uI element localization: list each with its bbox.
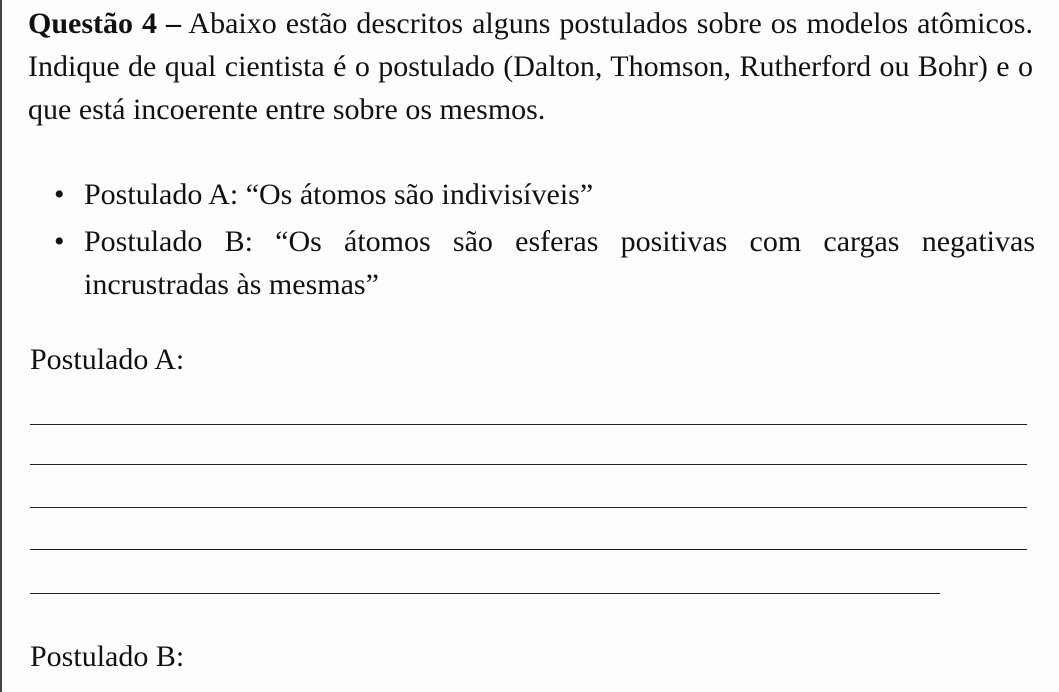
answer-a-line-4[interactable]: [30, 549, 1027, 550]
answer-a-line-3[interactable]: [30, 507, 1027, 508]
postulate-list: [50, 173, 1035, 306]
postulate-b-text: Postulado B: “Os átomos são esferas positivas com cargas negativas incrustradas às mesmas”: [84, 225, 1035, 301]
answer-b-label: Postulado B:: [30, 640, 185, 673]
bullet-icon: •: [54, 225, 65, 258]
page-border: [0, 0, 2, 692]
postulate-a-text: Postulado A: “Os átomos são indivisíveis”: [84, 178, 594, 211]
question-label: Questão 4 –: [28, 7, 182, 40]
answer-a-label: Postulado A:: [30, 343, 185, 376]
postulate-b: [50, 220, 1035, 306]
answer-a-line-5[interactable]: [30, 593, 940, 594]
bullet-icon: •: [54, 178, 65, 211]
question-text: Abaixo estão descritos alguns postulados sobre os modelos atômicos. Indique de qual cientista é o postulado (Dalton, Thomson, Rutherford ou Bohr) e o que está incoerente entre sobre os mesmos.: [28, 7, 1033, 126]
answer-a-line-1[interactable]: [30, 424, 1027, 425]
answer-a-line-2[interactable]: [30, 464, 1027, 465]
question-4: [28, 2, 1033, 131]
postulate-a: [50, 173, 1035, 216]
